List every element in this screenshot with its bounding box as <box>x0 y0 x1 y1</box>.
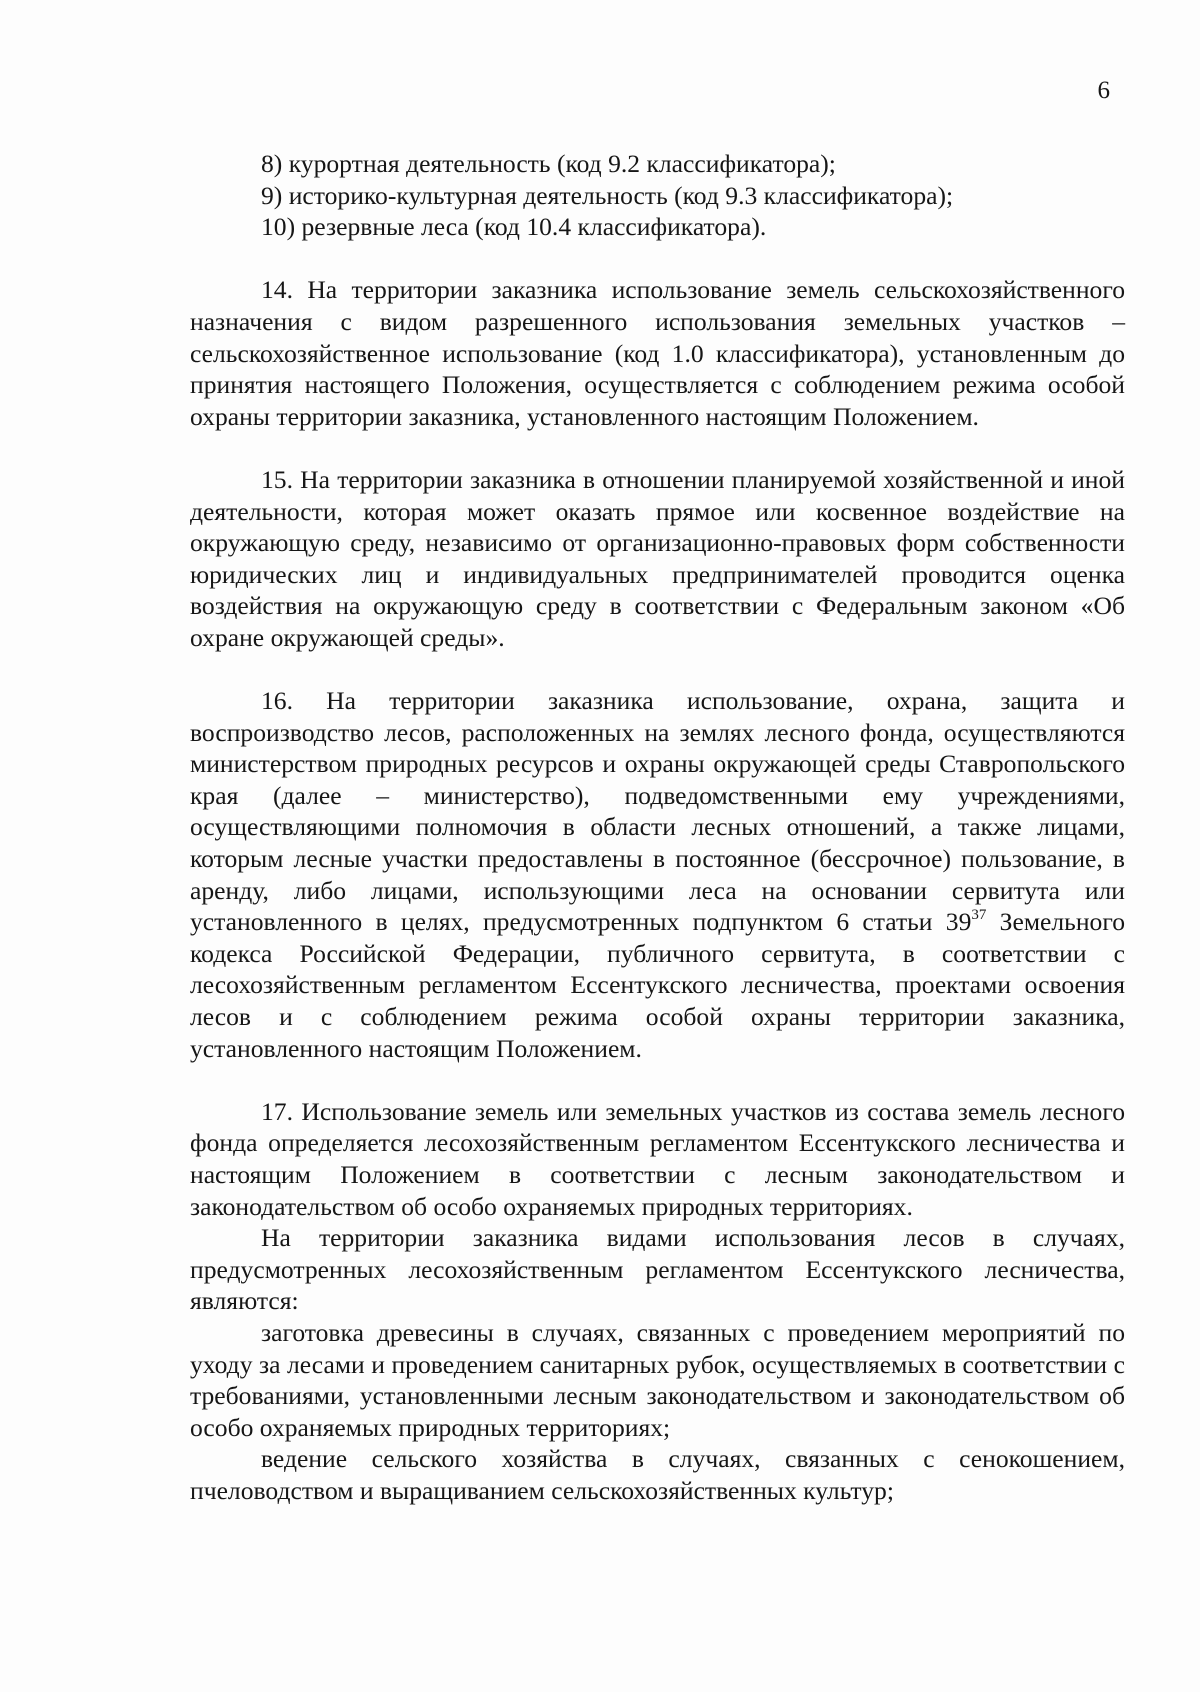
article-superscript: 37 <box>971 906 987 923</box>
paragraph-15: 15. На территории заказника в отношении планируемой хозяйственной и иной деятельности, которая может оказать прямое или косвенное воздействие на окружающую среду, независимо от организационно-правовых форм собственности юридических лиц и индивидуальных предпринимателей проводится оценка воздействия на окружающую среду в соответствии с Федеральным законом «Об охране окружающей среды». <box>190 464 1125 652</box>
paragraph-14: 14. На территории заказника использование земель сельскохозяйственного назначения с видом разрешенного использования земельных участков – сельскохозяйственное использование (код 1.0 классификатора), установленным до принятия настоящего Положения, осуществляется с соблюдением режима особой охраны территории заказника, установленного настоящим Положением. <box>190 275 1125 431</box>
list-item-10: 10) резервные леса (код 10.4 классификатора). <box>261 212 767 242</box>
paragraph-timber-harvesting: заготовка древесины в случаях, связанных с проведением мероприятий по уходу за лесами и проведением санитарных рубок, осуществляемых в соответствии с требованиями, установленными лесным законодательством и законодательством об особо охраняемых природных территориях; <box>190 1317 1125 1442</box>
paragraph-16-text-end: Земельного кодекса Российской Федерации, публичного сервитута, в соответствии с лесохозяйственным регламентом Ессентукского лесничества, проектами освоения лесов и с соблюдением режима особой охраны территории заказника, установленного настоящим Положением. <box>190 907 1125 1063</box>
paragraph-17: 17. Использование земель или земельных участков из состава земель лесного фонда определяется лесохозяйственным регламентом Ессентукского лесничества и настоящим Положением в соответствии с лесным законодательством и законодательством об особо охраняемых природных территориях. <box>190 1096 1125 1221</box>
list-item-9: 9) историко-культурная деятельность (код 9.3 классификатора); <box>261 180 954 210</box>
paragraph-agriculture: ведение сельского хозяйства в случаях, связанных с сенокошением, пчеловодством и выращиванием сельскохозяйственных культур; <box>190 1444 1125 1505</box>
document-body <box>190 148 1125 1507</box>
page-number: 6 <box>1097 77 1110 104</box>
paragraph-16 <box>190 685 1125 1064</box>
paragraph-forest-use-types: На территории заказника видами использования лесов в случаях, предусмотренных лесохозяйственным регламентом Ессентукского лесничества, являются: <box>190 1223 1125 1316</box>
paragraph-16-text-start: 16. На территории заказника использование, охрана, защита и воспроизводство лесов, расположенных на землях лесного фонда, осуществляются министерством природных ресурсов и охраны окружающей среды Ставропольского края (далее – министерство), подведомственными ему учреждениями, осуществляющими полномочия в области лесных отношений, а также лицами, которым лесные участки предоставлены в постоянное (бессрочное) пользование, в аренду, либо лицами, использующими леса на основании сервитута или установленного в целях, предусмотренных подпунктом 6 статьи 39 <box>190 686 1125 937</box>
list-item-8: 8) курортная деятельность (код 9.2 классификатора); <box>261 149 836 178</box>
